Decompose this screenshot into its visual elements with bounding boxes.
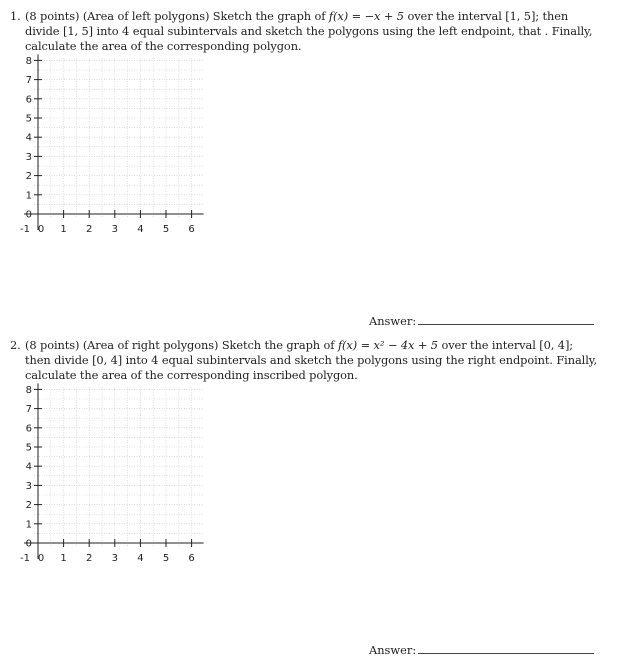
problem-2-interval-2: [0, 4] xyxy=(92,353,123,367)
problem-1-body xyxy=(25,9,600,54)
x-tick-label: 5 xyxy=(162,553,170,564)
problem-1-text-post: ; then divide xyxy=(25,9,569,38)
y-tick-label: 3 xyxy=(25,151,32,163)
problem-2-graph[interactable] xyxy=(20,385,210,565)
y-tick-label: 0 xyxy=(25,538,32,550)
x-origin-label: 0 xyxy=(37,553,45,564)
problem-2-interval: [0, 4] xyxy=(539,338,570,352)
y-tick-label: 8 xyxy=(25,55,32,67)
problem-1-text-end: into 4 equal subintervals and sketch the polygons using the left endpoint, that . Finally, calculate the area of the corresponding polygon. xyxy=(25,24,593,53)
problem-2-answer xyxy=(369,643,594,657)
problem-2-text xyxy=(10,338,600,383)
y-tick-label: 6 xyxy=(25,423,32,435)
problem-2-number: 2. xyxy=(10,338,21,352)
problem-1-graph[interactable] xyxy=(20,56,210,236)
problem-1-answer-line[interactable] xyxy=(418,314,594,325)
x-tick-label: 2 xyxy=(86,553,93,564)
problem-2-text-end: into 4 equal subintervals and sketch the polygons using the right endpoint. Finally, calculate the area of the corresponding inscribed polygon. xyxy=(25,353,598,382)
x-tick-label: 4 xyxy=(137,224,144,235)
y-tick-label: 5 xyxy=(25,442,32,454)
problem-1-function: f(x) = −x + 5 xyxy=(328,9,404,23)
y-tick-label: 4 xyxy=(25,132,32,144)
problem-2-answer-line[interactable] xyxy=(418,643,594,654)
problem-2-text-mid: over the interval xyxy=(437,338,540,352)
problem-1-text-pre: (8 points) (Area of left polygons) Sketch the graph of xyxy=(25,9,329,23)
x-tick-label: 6 xyxy=(188,553,195,564)
y-tick-label: 4 xyxy=(25,461,32,473)
x-tick-label: 2 xyxy=(86,224,93,235)
y-tick-label: 0 xyxy=(25,209,32,221)
problem-1-interval-2: [1, 5] xyxy=(62,24,93,38)
y-tick-label: 5 xyxy=(25,113,32,125)
y-tick-label: 6 xyxy=(25,94,32,106)
y-tick-label: 7 xyxy=(25,75,32,87)
x-origin-label: 0 xyxy=(37,224,45,235)
x-tick-label: 1 xyxy=(60,553,67,564)
x-tick-label: 3 xyxy=(111,553,118,564)
y-tick-label: 3 xyxy=(25,480,32,492)
problem-1-text-mid: over the interval xyxy=(403,9,506,23)
problem-2-body xyxy=(25,338,600,383)
problem-1-interval: [1, 5] xyxy=(505,9,536,23)
x-tick-label: 5 xyxy=(162,224,170,235)
y-tick-label: 7 xyxy=(25,404,32,416)
x-neg-label: -1 xyxy=(20,224,30,235)
y-tick-label: 2 xyxy=(25,500,32,512)
problem-2-text-pre: (8 points) (Area of right polygons) Sketch the graph of xyxy=(25,338,338,352)
problem-1-text xyxy=(10,9,600,54)
problem-2-answer-label: Answer: xyxy=(369,643,417,657)
x-tick-label: 3 xyxy=(111,224,118,235)
problem-1-number: 1. xyxy=(10,9,21,23)
problem-1-answer-label: Answer: xyxy=(369,314,417,328)
y-tick-label: 2 xyxy=(25,171,32,183)
problem-2-function: f(x) = x² − 4x + 5 xyxy=(337,338,438,352)
x-tick-label: 1 xyxy=(60,224,67,235)
x-tick-label: 4 xyxy=(137,553,144,564)
problem-1-answer xyxy=(369,314,594,328)
y-tick-label: 1 xyxy=(25,190,32,202)
y-tick-label: 8 xyxy=(25,384,32,396)
y-tick-label: 1 xyxy=(25,519,32,531)
x-tick-label: 6 xyxy=(188,224,195,235)
problem-2-text-post: ; then divide xyxy=(25,338,574,367)
x-neg-label: -1 xyxy=(20,553,30,564)
